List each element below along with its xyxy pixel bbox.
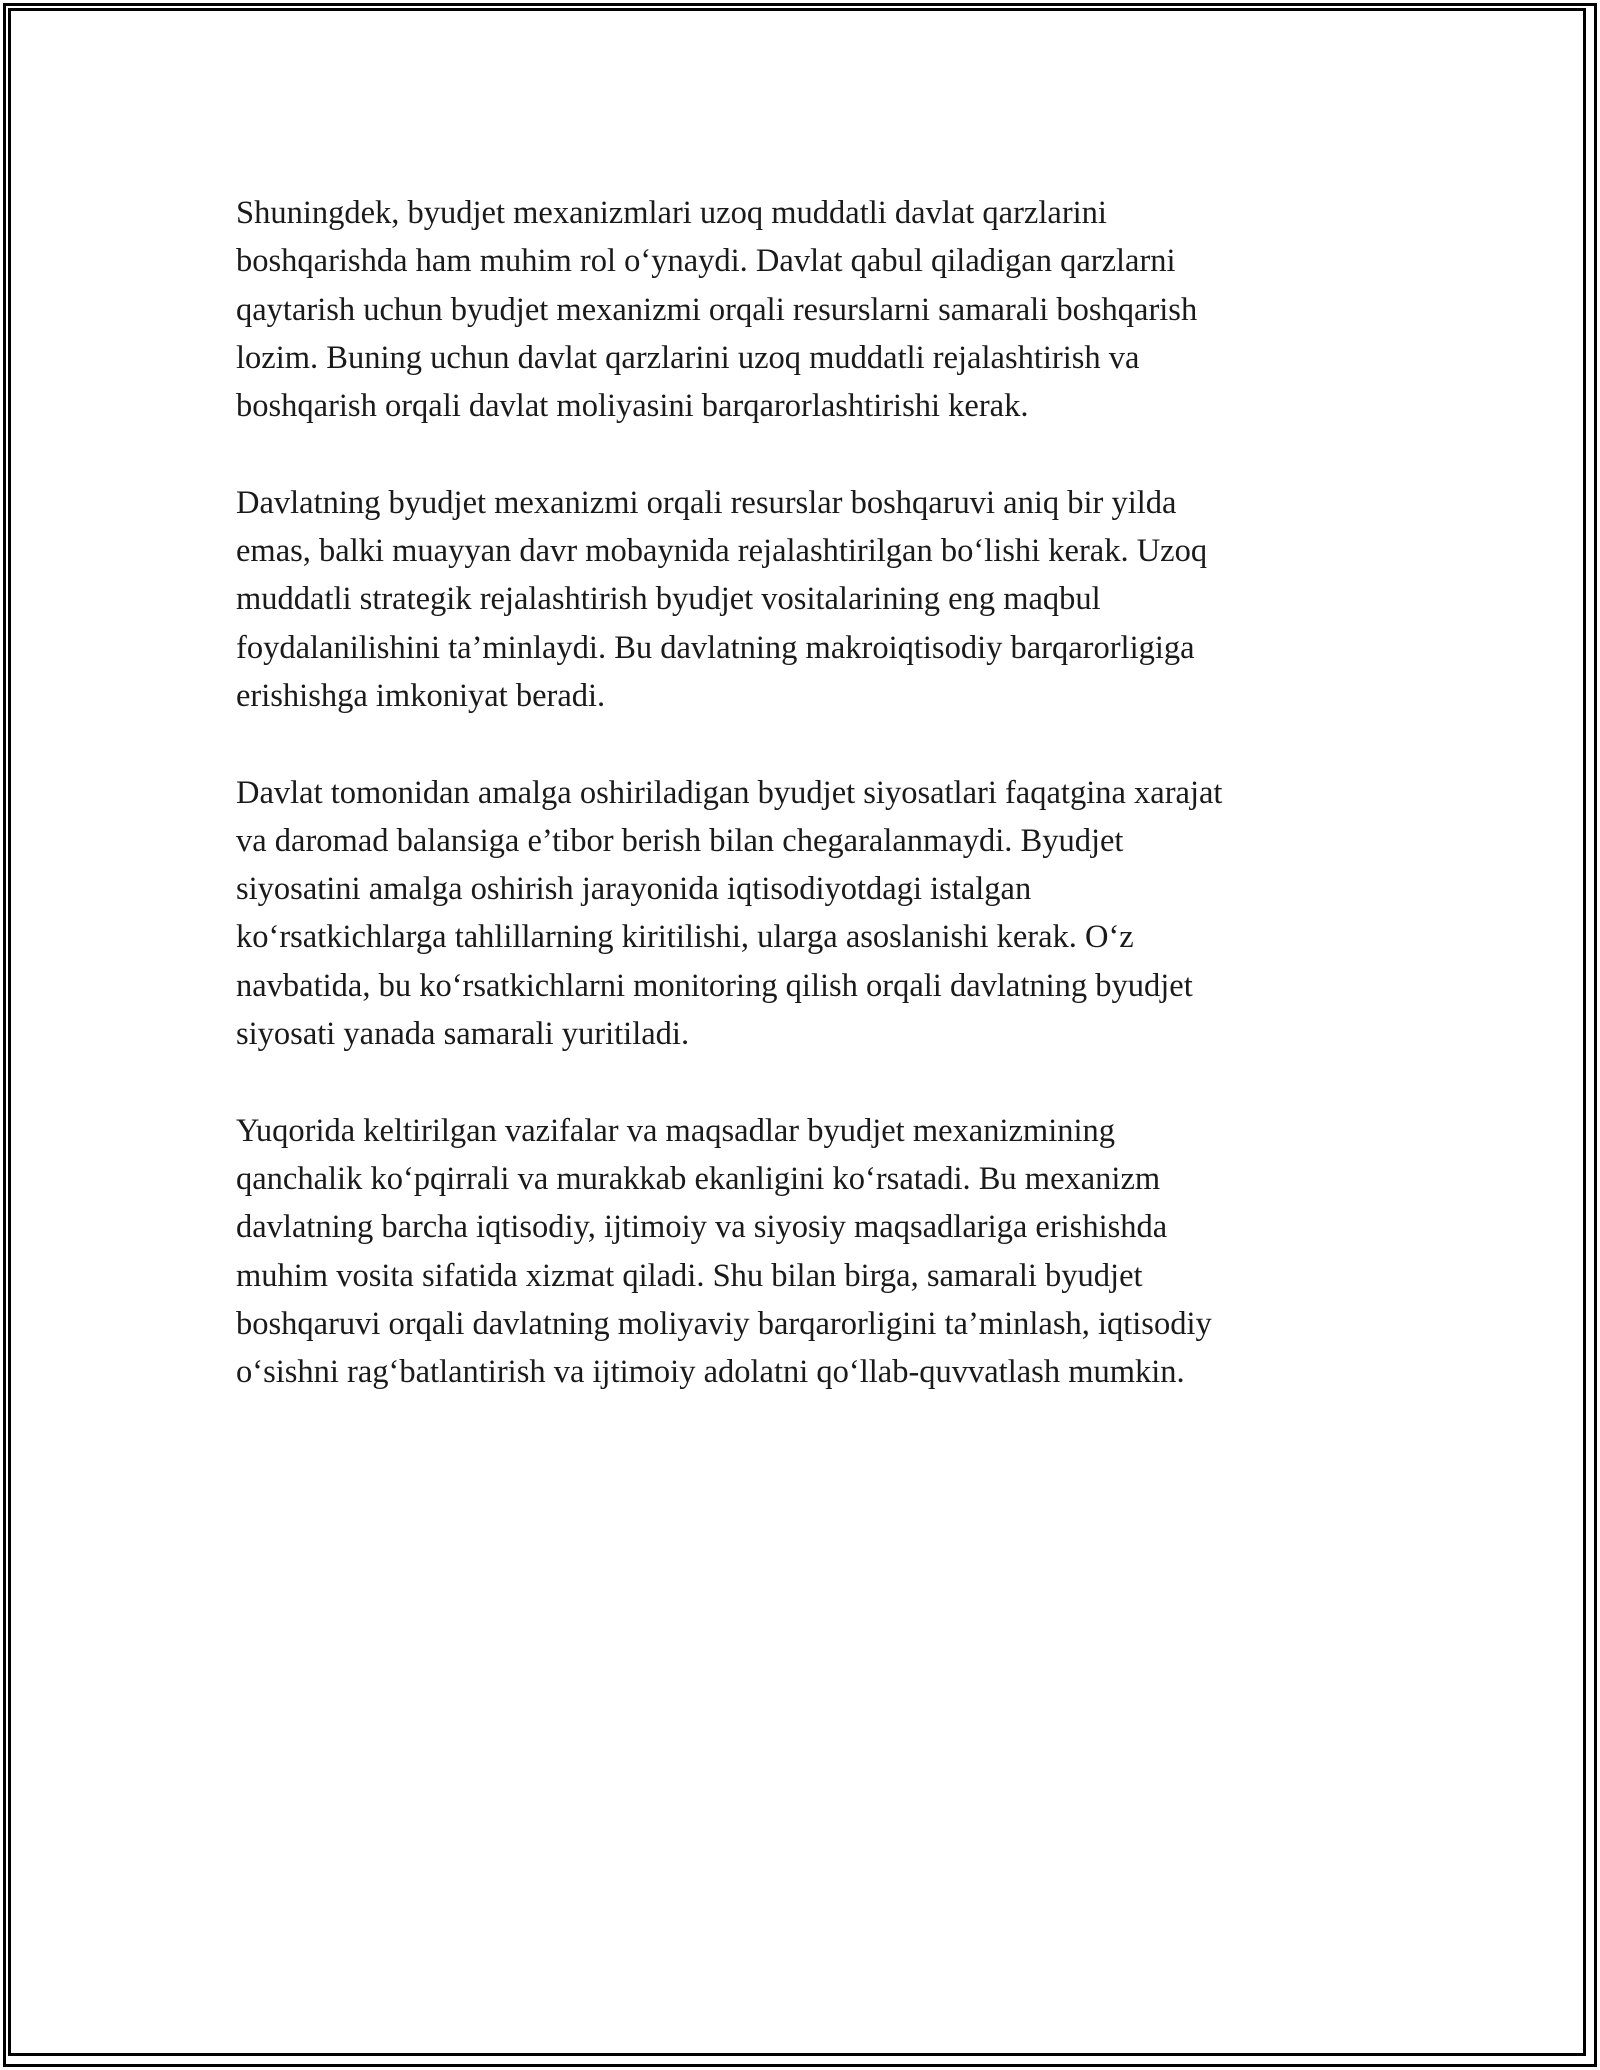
paragraph-3 (236, 769, 1356, 1059)
paragraph-line: qaytarish uchun byudjet mexanizmi orqali resurslarni samarali boshqarish (236, 291, 1198, 328)
paragraph-line: lozim. Buning uchun davlat qarzlarini uzoq muddatli rejalashtirish va (236, 339, 1140, 376)
paragraph-line: qanchalik ko‘pqirrali va murakkab ekanligini ko‘rsatadi. Bu mexanizm (236, 1160, 1161, 1197)
paragraph-line: navbatida, bu ko‘rsatkichlarni monitoring qilish orqali davlatning byudjet (236, 967, 1193, 1004)
paragraph-line: Yuqorida keltirilgan vazifalar va maqsadlar byudjet mexanizmining (236, 1112, 1116, 1149)
paragraph-2 (236, 479, 1356, 720)
paragraph-line: siyosati yanada samarali yuritiladi. (236, 1016, 690, 1053)
paragraph-line: o‘sishni rag‘batlantirish va ijtimoiy adolatni qo‘llab-quvvatlash mumkin. (236, 1354, 1185, 1391)
paragraph-line: va daromad balansiga e’tibor berish bilan chegaralanmaydi. Byudjet (236, 822, 1124, 859)
paragraph-line: muddatli strategik rejalashtirish byudjet vositalarining eng maqbul (236, 581, 1101, 618)
document-body (236, 189, 1356, 1445)
paragraph-line: emas, balki muayyan davr mobaynida rejalashtirilgan bo‘lishi kerak. Uzoq (236, 533, 1208, 570)
paragraph-line: Davlat tomonidan amalga oshiriladigan byudjet siyosatlari faqatgina xarajat (236, 774, 1223, 811)
paragraph-4 (236, 1107, 1356, 1397)
paragraph-line: foydalanilishini ta’minlaydi. Bu davlatning makroiqtisodiy barqarorligiga (236, 629, 1195, 666)
paragraph-line: siyosatini amalga oshirish jarayonida iqtisodiyotdagi istalgan (236, 871, 1032, 908)
paragraph-line: erishishga imkoniyat beradi. (236, 677, 606, 714)
paragraph-line: ko‘rsatkichlarga tahlillarning kiritilishi, ularga asoslanishi kerak. O‘z (236, 919, 1134, 956)
paragraph-line: davlatning barcha iqtisodiy, ijtimoiy va siyosiy maqsadlariga erishishda (236, 1209, 1168, 1246)
paragraph-line: boshqarish orqali davlat moliyasini barqarorlashtirishi kerak. (236, 388, 1029, 425)
paragraph-line: Shuningdek, byudjet mexanizmlari uzoq muddatli davlat qarzlarini (236, 195, 1107, 231)
paragraph-line: boshqarishda ham muhim rol o‘ynaydi. Davlat qabul qiladigan qarzlarni (236, 243, 1176, 280)
paragraph-line: boshqaruvi orqali davlatning moliyaviy barqarorligini ta’minlash, iqtisodiy (236, 1305, 1212, 1342)
paragraph-line: muhim vosita sifatida xizmat qiladi. Shu bilan birga, samarali byudjet (236, 1257, 1143, 1294)
paragraph-1 (236, 189, 1356, 430)
paragraph-line: Davlatning byudjet mexanizmi orqali resurslar boshqaruvi aniq bir yilda (236, 484, 1177, 521)
